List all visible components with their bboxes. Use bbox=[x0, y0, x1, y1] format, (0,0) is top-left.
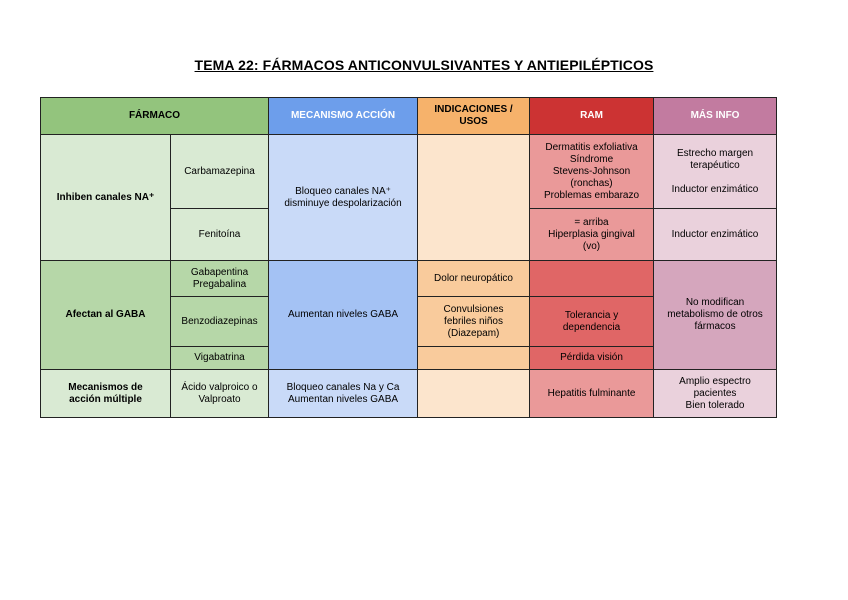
ram-line: Dermatitis exfoliativa bbox=[545, 141, 638, 153]
info-line: terapéutico bbox=[690, 159, 740, 171]
ram-line: Stevens-Johnson bbox=[552, 165, 631, 177]
ram-benzodiazepinas bbox=[530, 297, 654, 347]
info-carbamazepina bbox=[654, 135, 777, 209]
header-farmaco: FÁRMACO bbox=[41, 98, 269, 135]
ram-line: Síndrome bbox=[569, 153, 614, 165]
ind-vigabatrina bbox=[418, 347, 530, 370]
info-fenitoina: Inductor enzimático bbox=[654, 209, 777, 261]
drug-name: Carbamazepina bbox=[184, 165, 255, 177]
ind-gabapentina: Dolor neuropático bbox=[418, 261, 530, 297]
info-line: Inductor enzimático bbox=[671, 183, 759, 195]
ram-gabapentina bbox=[530, 261, 654, 297]
info-valproato bbox=[654, 370, 777, 418]
info-gap bbox=[657, 172, 773, 184]
info-line: Bien tolerado bbox=[685, 399, 745, 411]
drug-name: Gabapentina bbox=[190, 266, 249, 278]
page-title: TEMA 22: FÁRMACOS ANTICONVULSIVANTES Y ANTIEPILÉPTICOS bbox=[194, 57, 654, 73]
ram-vigabatrina: Pérdida visión bbox=[530, 347, 654, 370]
ind-benzodiazepinas bbox=[418, 297, 530, 347]
info-line: Estrecho margen bbox=[676, 147, 754, 159]
drug-name: Pregabalina bbox=[192, 278, 247, 290]
drug-valproato bbox=[171, 370, 269, 418]
ind-valproato bbox=[418, 370, 530, 418]
info-line: No modifican bbox=[685, 297, 745, 308]
info-line: Amplio espectro bbox=[679, 375, 751, 387]
mecanismo-gaba: Aumentan niveles GABA bbox=[269, 261, 418, 370]
mecanismo-line: Aumentan niveles GABA bbox=[287, 393, 399, 405]
drug-name: Ácido valproico o bbox=[181, 381, 258, 393]
group-label-multiple bbox=[41, 370, 171, 418]
group-label-gaba: Afectan al GABA bbox=[41, 261, 171, 370]
drug-gabapentina bbox=[171, 261, 269, 297]
ram-line: Tolerancia y bbox=[564, 309, 619, 321]
mecanismo-line: disminuye despolarización bbox=[284, 197, 402, 209]
ind-line: febriles niños bbox=[444, 315, 503, 327]
drug-fenitoina: Fenitoína bbox=[171, 209, 269, 261]
header-mas-info: MÁS INFO bbox=[654, 98, 777, 135]
drug-table bbox=[40, 97, 777, 418]
ram-line: = arriba bbox=[574, 216, 609, 228]
group-label-na: Inhiben canales NA⁺ bbox=[41, 135, 171, 261]
info-line: fármacos bbox=[694, 321, 736, 332]
header-mecanismo: MECANISMO ACCIÓN bbox=[269, 98, 418, 135]
mecanismo-line: Bloqueo canales NA⁺ bbox=[295, 185, 391, 197]
header-indicaciones: INDICACIONES / USOS bbox=[418, 98, 530, 135]
info-line: pacientes bbox=[693, 387, 737, 399]
ind-line: Convulsiones bbox=[443, 303, 504, 315]
group-label-line: acción múltiple bbox=[69, 393, 142, 405]
info-line: metabolismo de otros bbox=[667, 309, 763, 320]
mecanismo-valproato bbox=[269, 370, 418, 418]
header-ram: RAM bbox=[530, 98, 654, 135]
ram-line: (ronchas) bbox=[570, 177, 613, 189]
drug-vigabatrina: Vigabatrina bbox=[171, 347, 269, 370]
ram-line: (vo) bbox=[582, 240, 601, 252]
ram-fenitoina bbox=[530, 209, 654, 261]
indicaciones-na bbox=[418, 135, 530, 261]
ind-line: (Diazepam) bbox=[447, 327, 500, 339]
drug-carbamazepina bbox=[171, 135, 269, 209]
ram-line: dependencia bbox=[562, 321, 621, 333]
info-gaba bbox=[654, 261, 777, 370]
ram-carbamazepina bbox=[530, 135, 654, 209]
drug-benzodiazepinas: Benzodiazepinas bbox=[171, 297, 269, 347]
ram-line: Problemas embarazo bbox=[543, 189, 640, 201]
mecanismo-line: Bloqueo canales Na y Ca bbox=[286, 381, 400, 393]
group-label-line: Mecanismos de bbox=[68, 381, 143, 393]
drug-name: Valproato bbox=[198, 393, 241, 405]
mecanismo-na bbox=[269, 135, 418, 261]
ram-valproato: Hepatitis fulminante bbox=[530, 370, 654, 418]
ram-line: Hiperplasia gingival bbox=[548, 228, 635, 240]
